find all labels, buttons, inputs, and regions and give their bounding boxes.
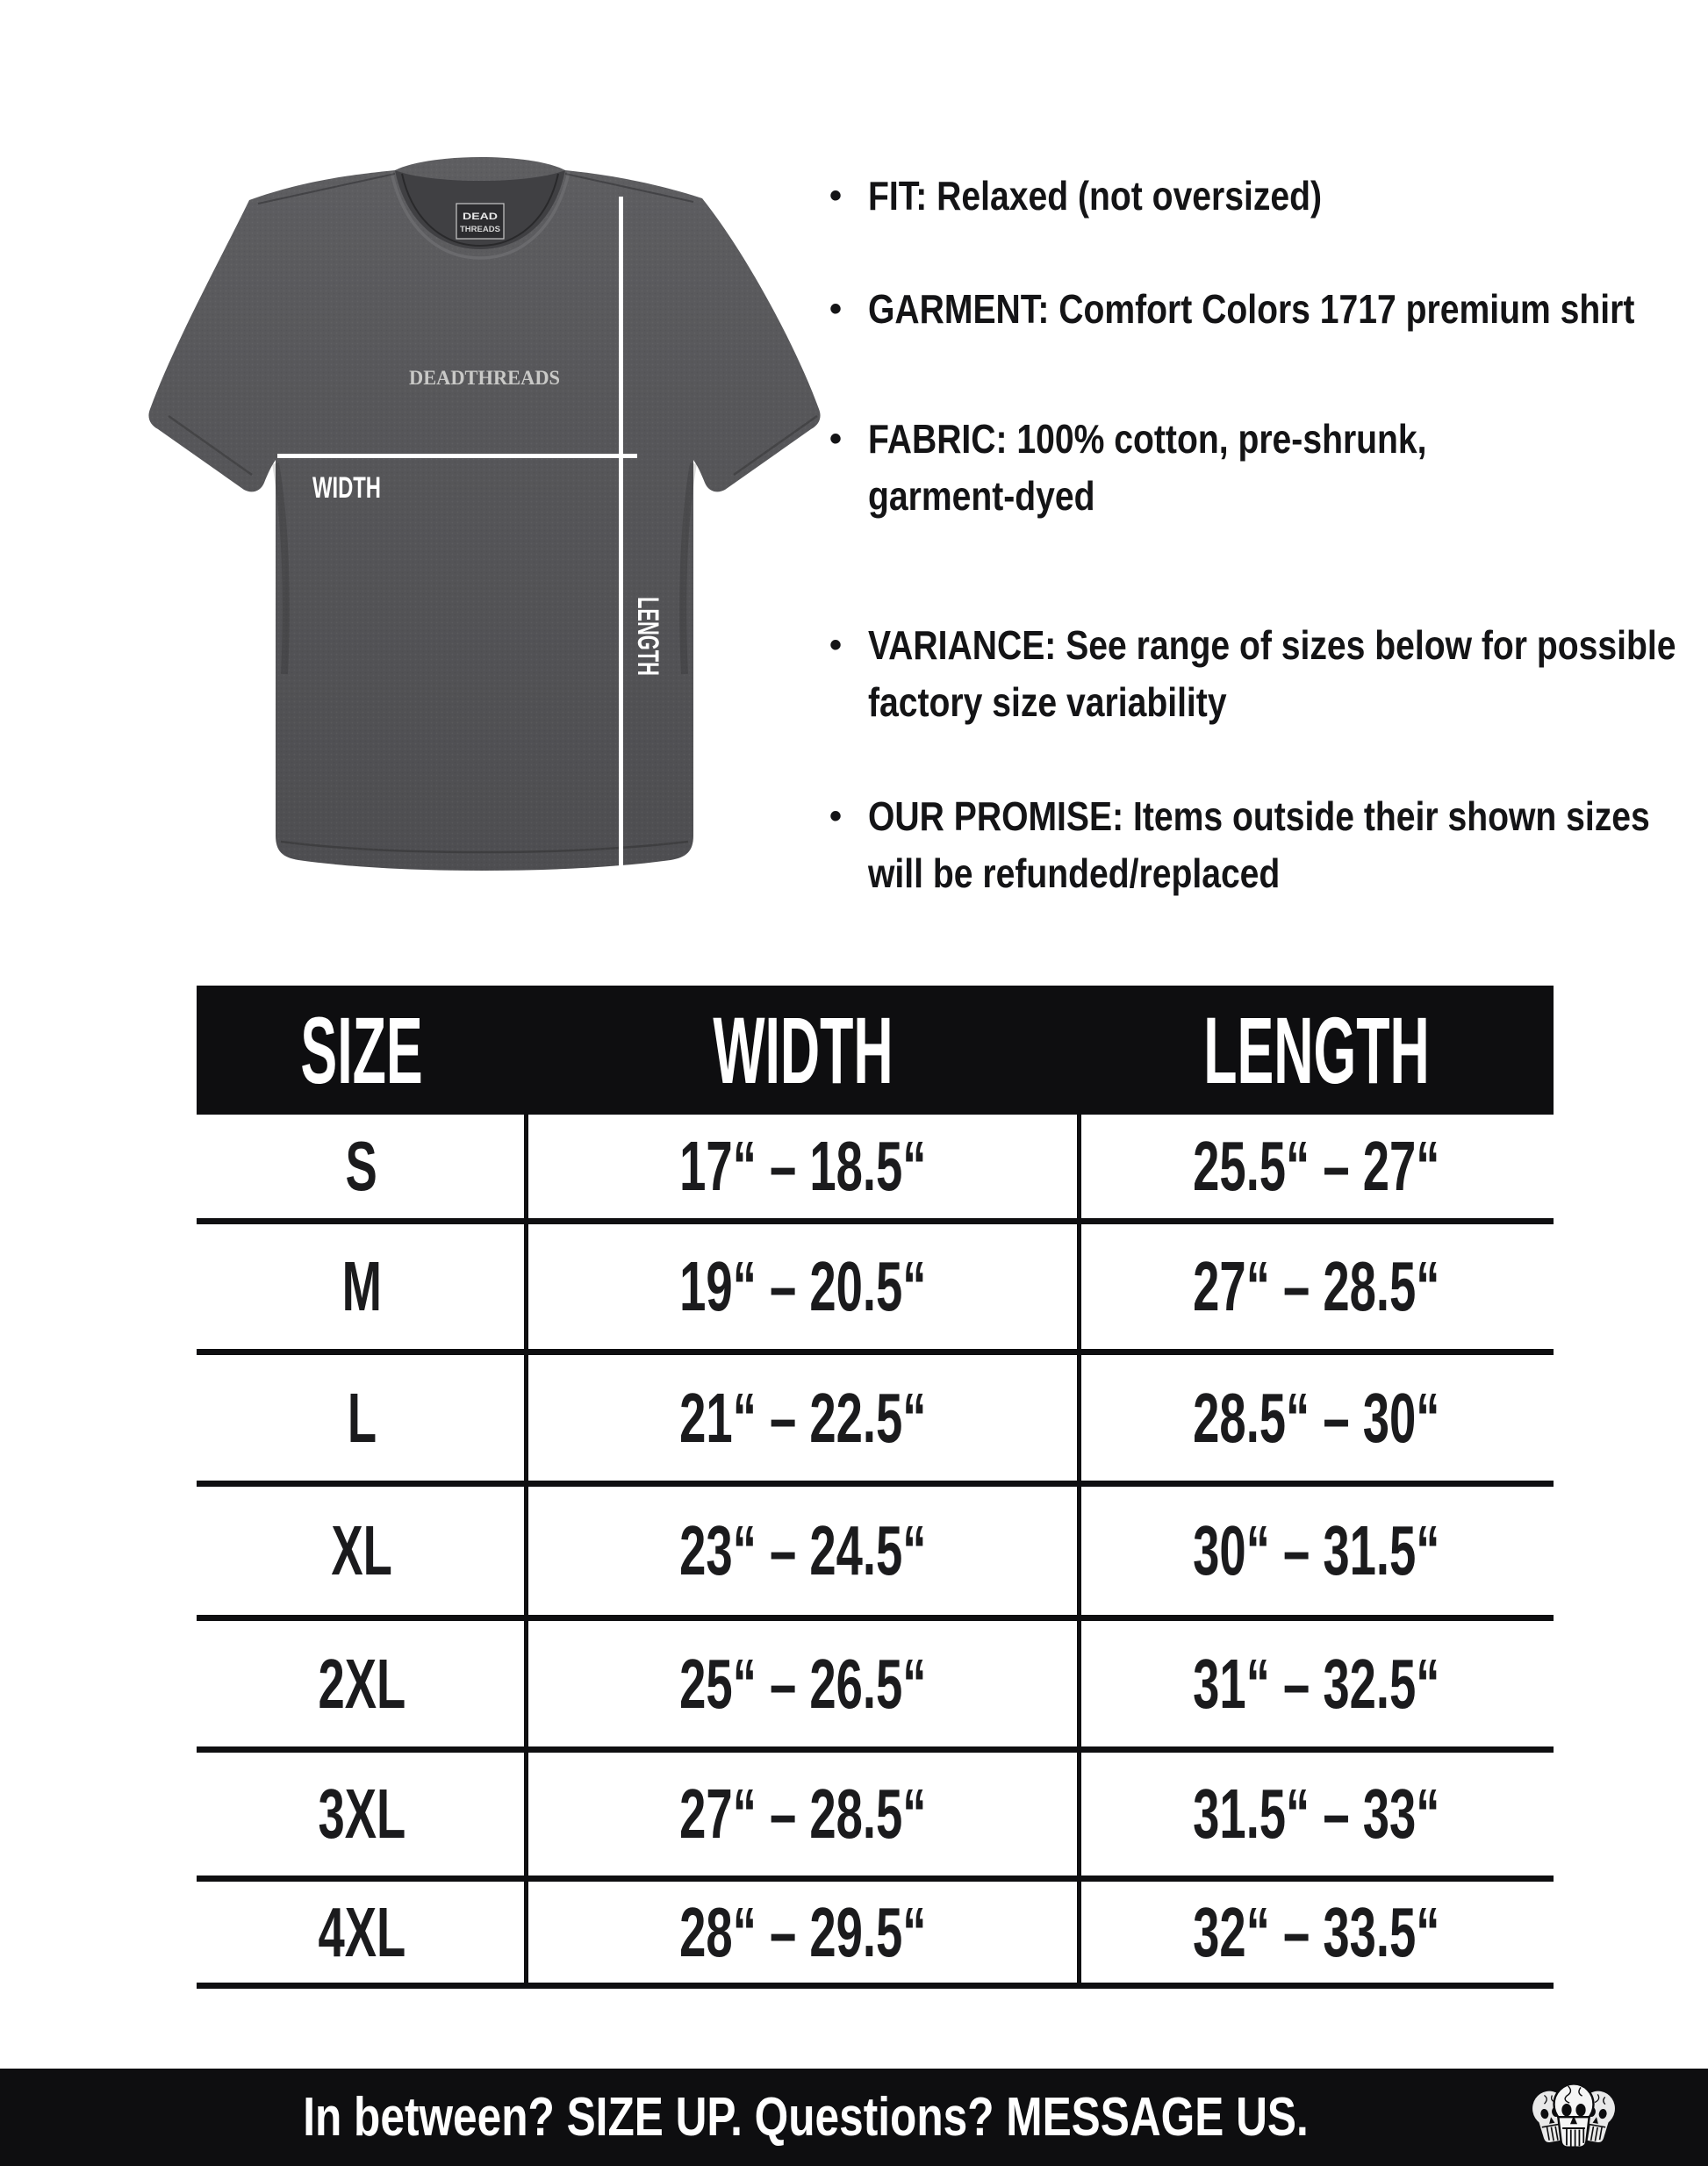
- bullet-garment-line1: GARMENT: Comfort Colors 1717 premium shirt: [868, 286, 1635, 332]
- cell-length: 27“ – 28.5“: [1193, 1247, 1440, 1325]
- neck-tag: [456, 204, 504, 239]
- bullet-dot: •: [829, 420, 843, 458]
- cell-length: 32“ – 33.5“: [1193, 1892, 1440, 1971]
- width-measure-label: WIDTH: [312, 471, 381, 505]
- brand-chest-print: DEADTHREADS: [409, 367, 560, 389]
- tag-text-line2: THREADS: [460, 225, 500, 233]
- table-row-s: [197, 1115, 1554, 1224]
- bullet-promise-line1: OUR PROMISE: Items outside their shown sizes: [868, 793, 1650, 839]
- header-cell-width: WIDTH: [713, 997, 893, 1103]
- cell-size: M: [341, 1247, 382, 1325]
- table-row-4xl: [197, 1882, 1554, 1989]
- bullet-variance: [829, 617, 1676, 731]
- column-divider: [524, 1115, 528, 1989]
- bullet-dot: •: [829, 797, 843, 836]
- cell-size: L: [347, 1378, 377, 1457]
- table-row-xl: [197, 1487, 1554, 1621]
- cell-width: 23“ – 24.5“: [679, 1511, 927, 1589]
- width-measure-line: [277, 454, 637, 458]
- bullet-dot: •: [829, 290, 843, 328]
- bullet-dot: •: [829, 626, 843, 664]
- size-table-body: [197, 1115, 1554, 1989]
- bullet-variance-line1: VARIANCE: See range of sizes below for possible: [868, 622, 1676, 668]
- length-measure-line: [619, 197, 623, 872]
- cell-width: 21“ – 22.5“: [679, 1378, 927, 1457]
- column-divider: [1077, 1115, 1081, 1989]
- footer-message: In between? SIZE UP. Questions? MESSAGE US.: [303, 2087, 1309, 2148]
- size-table-header: [197, 986, 1554, 1115]
- cell-width: 27“ – 28.5“: [679, 1775, 927, 1853]
- three-skulls-icon: [1527, 2071, 1620, 2164]
- bullet-fabric: [829, 411, 1619, 525]
- bullet-fabric-line1: FABRIC: 100% cotton, pre-shrunk,: [868, 416, 1427, 462]
- tshirt-illustration: [77, 147, 825, 890]
- tag-text-line1: DEAD: [463, 212, 499, 222]
- table-row-3xl: [197, 1753, 1554, 1882]
- cell-length: 30“ – 31.5“: [1193, 1511, 1440, 1589]
- cell-length: 31“ – 32.5“: [1193, 1644, 1440, 1723]
- table-row-m: [197, 1224, 1554, 1355]
- cell-width: 17“ – 18.5“: [679, 1127, 927, 1205]
- footer-bar: [0, 2069, 1708, 2166]
- bullet-fit-line1: FIT: Relaxed (not oversized): [868, 173, 1323, 219]
- cell-width: 19“ – 20.5“: [679, 1247, 927, 1325]
- size-table: [197, 986, 1554, 1989]
- bullet-dot: •: [829, 176, 843, 215]
- bullet-promise-line2: will be refunded/replaced: [868, 850, 1281, 896]
- bullet-garment: [829, 281, 1635, 338]
- header-cell-length: LENGTH: [1203, 997, 1430, 1103]
- table-row-2xl: [197, 1621, 1554, 1753]
- bullet-promise: [829, 788, 1650, 902]
- tshirt-body: [148, 157, 820, 871]
- cell-length: 25.5“ – 27“: [1193, 1127, 1440, 1205]
- cell-size: 3XL: [318, 1775, 405, 1853]
- cell-size: 4XL: [318, 1892, 405, 1971]
- cell-length: 31.5“ – 33“: [1193, 1775, 1440, 1853]
- bullet-fit: [829, 168, 1619, 225]
- bullet-variance-line2: factory size variability: [868, 679, 1227, 725]
- shirt-diagram: [77, 147, 825, 890]
- bullet-fabric-line2: garment-dyed: [868, 473, 1095, 519]
- cell-width: 25“ – 26.5“: [679, 1644, 927, 1723]
- cell-length: 28.5“ – 30“: [1193, 1378, 1440, 1457]
- length-measure-label: LENGTH: [631, 597, 664, 720]
- cell-size: S: [345, 1127, 378, 1205]
- cell-size: XL: [331, 1511, 392, 1589]
- cell-width: 28“ – 29.5“: [679, 1892, 927, 1971]
- cell-size: 2XL: [318, 1644, 405, 1723]
- header-cell-size: SIZE: [300, 997, 423, 1103]
- table-row-l: [197, 1355, 1554, 1487]
